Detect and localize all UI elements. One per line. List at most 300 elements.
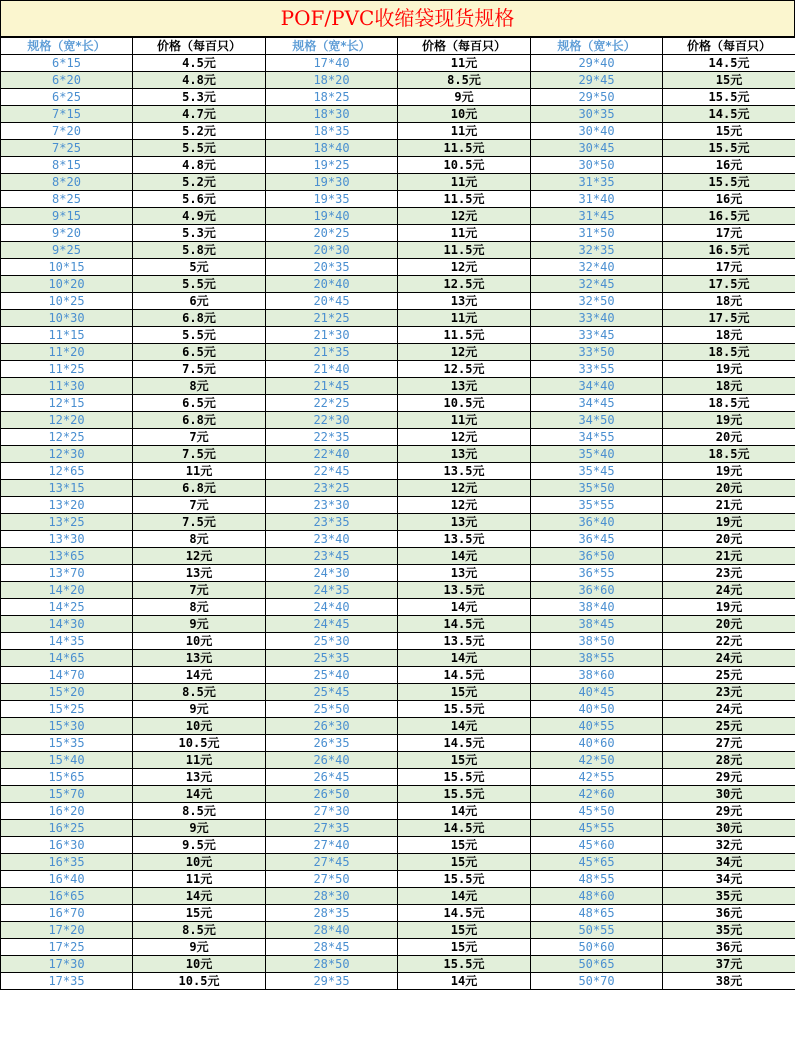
spec-cell: 12*65 [1,463,133,480]
spec-cell: 31*45 [531,208,663,225]
spec-cell: 23*30 [266,497,398,514]
spec-cell: 10*30 [1,310,133,327]
price-cell: 7.5元 [133,361,266,378]
spec-cell: 21*40 [266,361,398,378]
price-cell: 10.5元 [133,973,266,990]
spec-cell: 20*35 [266,259,398,276]
table-row [1,718,795,735]
spec-cell: 30*35 [531,106,663,123]
price-cell: 10.5元 [133,735,266,752]
spec-cell: 31*50 [531,225,663,242]
price-cell: 12元 [398,344,531,361]
table-row [1,140,795,157]
price-cell: 15.5元 [398,871,531,888]
price-cell: 24元 [663,650,795,667]
price-cell: 8.5元 [398,72,531,89]
price-cell: 13元 [133,769,266,786]
spec-cell: 14*70 [1,667,133,684]
spec-cell: 28*50 [266,956,398,973]
spec-cell: 16*40 [1,871,133,888]
price-cell: 15元 [398,939,531,956]
table-row [1,259,795,276]
table-row [1,888,795,905]
table-row [1,497,795,514]
table-row [1,55,795,72]
price-cell: 11元 [133,871,266,888]
spec-cell: 16*30 [1,837,133,854]
spec-cell: 33*40 [531,310,663,327]
spec-cell: 25*30 [266,633,398,650]
price-cell: 12.5元 [398,276,531,293]
price-cell: 7元 [133,497,266,514]
spec-cell: 30*50 [531,157,663,174]
price-cell: 15.5元 [398,786,531,803]
price-cell: 19元 [663,412,795,429]
price-cell: 13元 [398,565,531,582]
table-row [1,667,795,684]
spec-cell: 15*70 [1,786,133,803]
price-cell: 8.5元 [133,922,266,939]
spec-cell: 33*55 [531,361,663,378]
spec-header: 规格（宽*长） [1,38,133,55]
price-cell: 15.5元 [663,89,795,106]
spec-cell: 14*20 [1,582,133,599]
spec-cell: 27*35 [266,820,398,837]
price-cell: 7.5元 [133,514,266,531]
spec-cell: 13*30 [1,531,133,548]
table-row [1,701,795,718]
table-row [1,157,795,174]
spec-cell: 32*40 [531,259,663,276]
spec-cell: 17*20 [1,922,133,939]
price-cell: 25元 [663,718,795,735]
spec-cell: 10*15 [1,259,133,276]
table-body [1,55,795,990]
price-cell: 14元 [398,599,531,616]
price-cell: 5.2元 [133,174,266,191]
price-cell: 29元 [663,769,795,786]
table-row [1,871,795,888]
spec-cell: 15*65 [1,769,133,786]
table-row [1,633,795,650]
price-cell: 27元 [663,735,795,752]
spec-cell: 27*40 [266,837,398,854]
price-cell: 17.5元 [663,276,795,293]
table-row [1,616,795,633]
table-row [1,480,795,497]
spec-cell: 25*35 [266,650,398,667]
price-cell: 15元 [133,905,266,922]
price-cell: 25元 [663,667,795,684]
price-cell: 18.5元 [663,344,795,361]
spec-cell: 36*45 [531,531,663,548]
price-cell: 38元 [663,973,795,990]
price-cell: 24元 [663,582,795,599]
price-cell: 15.5元 [663,174,795,191]
spec-cell: 10*25 [1,293,133,310]
spec-cell: 42*60 [531,786,663,803]
price-cell: 13元 [398,293,531,310]
price-cell: 20元 [663,531,795,548]
spec-header: 规格（宽*长） [266,38,398,55]
spec-cell: 21*25 [266,310,398,327]
price-header: 价格（每百只） [133,38,266,55]
spec-cell: 12*15 [1,395,133,412]
header-row [1,38,795,55]
spec-cell: 18*35 [266,123,398,140]
price-cell: 23元 [663,684,795,701]
spec-cell: 28*45 [266,939,398,956]
spec-cell: 22*35 [266,429,398,446]
table-row [1,412,795,429]
price-cell: 30元 [663,786,795,803]
price-cell: 13元 [133,650,266,667]
price-cell: 13.5元 [398,633,531,650]
spec-cell: 32*45 [531,276,663,293]
price-cell: 9元 [133,939,266,956]
price-cell: 30元 [663,820,795,837]
price-cell: 6.8元 [133,310,266,327]
spec-cell: 11*20 [1,344,133,361]
price-cell: 16.5元 [663,208,795,225]
price-cell: 7.5元 [133,446,266,463]
spec-cell: 18*40 [266,140,398,157]
spec-cell: 26*30 [266,718,398,735]
table-row [1,174,795,191]
table-row [1,123,795,140]
price-cell: 15元 [398,922,531,939]
spec-cell: 30*45 [531,140,663,157]
spec-cell: 29*50 [531,89,663,106]
price-cell: 15.5元 [398,701,531,718]
price-cell: 37元 [663,956,795,973]
spec-cell: 17*30 [1,956,133,973]
table-row [1,463,795,480]
price-cell: 11.5元 [398,191,531,208]
price-cell: 15元 [663,72,795,89]
spec-cell: 42*50 [531,752,663,769]
price-cell: 6.5元 [133,395,266,412]
table-row [1,548,795,565]
spec-cell: 34*55 [531,429,663,446]
spec-cell: 50*70 [531,973,663,990]
spec-cell: 33*45 [531,327,663,344]
table-row [1,395,795,412]
spec-cell: 12*30 [1,446,133,463]
spec-cell: 22*30 [266,412,398,429]
table-row [1,905,795,922]
price-cell: 14.5元 [398,820,531,837]
table-row [1,582,795,599]
price-cell: 13.5元 [398,582,531,599]
price-cell: 11元 [398,225,531,242]
spec-cell: 10*20 [1,276,133,293]
spec-cell: 24*30 [266,565,398,582]
table-row [1,361,795,378]
spec-cell: 13*20 [1,497,133,514]
price-cell: 7元 [133,429,266,446]
spec-cell: 21*35 [266,344,398,361]
price-cell: 36元 [663,939,795,956]
spec-cell: 25*50 [266,701,398,718]
table-row [1,752,795,769]
price-cell: 11元 [398,174,531,191]
price-cell: 5元 [133,259,266,276]
price-cell: 18元 [663,293,795,310]
spec-cell: 48*60 [531,888,663,905]
price-cell: 12.5元 [398,361,531,378]
spec-cell: 19*35 [266,191,398,208]
spec-cell: 35*50 [531,480,663,497]
price-cell: 13元 [398,514,531,531]
spec-cell: 7*15 [1,106,133,123]
spec-cell: 6*25 [1,89,133,106]
price-cell: 10.5元 [398,395,531,412]
spec-cell: 20*25 [266,225,398,242]
spec-cell: 26*40 [266,752,398,769]
spec-cell: 38*50 [531,633,663,650]
spec-cell: 18*20 [266,72,398,89]
price-cell: 15元 [398,752,531,769]
table-row [1,446,795,463]
spec-cell: 40*50 [531,701,663,718]
spec-cell: 8*15 [1,157,133,174]
spec-cell: 38*60 [531,667,663,684]
price-cell: 9元 [133,820,266,837]
price-cell: 18.5元 [663,395,795,412]
price-header: 价格（每百只） [398,38,531,55]
spec-cell: 22*45 [266,463,398,480]
spec-cell: 42*55 [531,769,663,786]
table-row [1,378,795,395]
price-cell: 14.5元 [663,55,795,72]
price-cell: 19元 [663,361,795,378]
price-cell: 8.5元 [133,684,266,701]
table-row [1,769,795,786]
price-cell: 4.5元 [133,55,266,72]
price-cell: 11元 [398,412,531,429]
spec-cell: 12*20 [1,412,133,429]
spec-cell: 19*30 [266,174,398,191]
price-cell: 15元 [663,123,795,140]
table-row [1,106,795,123]
table-row [1,191,795,208]
spec-cell: 21*30 [266,327,398,344]
price-cell: 9元 [398,89,531,106]
price-cell: 35元 [663,888,795,905]
spec-cell: 34*45 [531,395,663,412]
spec-cell: 14*35 [1,633,133,650]
price-cell: 10元 [398,106,531,123]
spec-cell: 33*50 [531,344,663,361]
spec-cell: 25*45 [266,684,398,701]
price-cell: 8.5元 [133,803,266,820]
price-cell: 11.5元 [398,242,531,259]
spec-header: 规格（宽*长） [531,38,663,55]
spec-cell: 45*60 [531,837,663,854]
spec-cell: 24*35 [266,582,398,599]
table-row [1,89,795,106]
price-cell: 5.5元 [133,140,266,157]
price-cell: 8元 [133,599,266,616]
spec-cell: 13*70 [1,565,133,582]
price-cell: 21元 [663,497,795,514]
price-cell: 19元 [663,514,795,531]
price-cell: 17元 [663,225,795,242]
spec-cell: 9*25 [1,242,133,259]
price-cell: 20元 [663,480,795,497]
price-cell: 7元 [133,582,266,599]
spec-cell: 32*35 [531,242,663,259]
price-cell: 15元 [398,684,531,701]
spec-cell: 21*45 [266,378,398,395]
price-cell: 14元 [398,650,531,667]
price-cell: 9元 [133,701,266,718]
spec-cell: 14*30 [1,616,133,633]
table-row [1,837,795,854]
spec-cell: 48*55 [531,871,663,888]
spec-cell: 11*30 [1,378,133,395]
table-row [1,225,795,242]
price-cell: 11元 [398,310,531,327]
price-cell: 13元 [398,446,531,463]
table-row [1,973,795,990]
spec-cell: 16*65 [1,888,133,905]
price-cell: 14元 [398,548,531,565]
spec-cell: 35*55 [531,497,663,514]
price-cell: 20元 [663,616,795,633]
spec-cell: 45*65 [531,854,663,871]
price-cell: 15元 [398,837,531,854]
spec-cell: 15*30 [1,718,133,735]
spec-cell: 31*35 [531,174,663,191]
spec-cell: 22*40 [266,446,398,463]
price-cell: 11.5元 [398,140,531,157]
price-cell: 4.7元 [133,106,266,123]
spec-cell: 25*40 [266,667,398,684]
spec-cell: 18*30 [266,106,398,123]
table-row [1,684,795,701]
spec-cell: 36*60 [531,582,663,599]
spec-cell: 20*40 [266,276,398,293]
spec-cell: 23*25 [266,480,398,497]
spec-cell: 14*25 [1,599,133,616]
table-row [1,565,795,582]
spec-cell: 18*25 [266,89,398,106]
spec-cell: 29*40 [531,55,663,72]
price-cell: 6元 [133,293,266,310]
spec-cell: 16*25 [1,820,133,837]
price-cell: 8元 [133,531,266,548]
spec-cell: 36*55 [531,565,663,582]
spec-cell: 32*50 [531,293,663,310]
price-cell: 14元 [398,973,531,990]
spec-cell: 38*55 [531,650,663,667]
table-row [1,327,795,344]
price-cell: 5.8元 [133,242,266,259]
spec-cell: 38*45 [531,616,663,633]
table-row [1,735,795,752]
spec-cell: 45*55 [531,820,663,837]
spec-cell: 23*40 [266,531,398,548]
price-cell: 4.8元 [133,72,266,89]
spec-cell: 9*20 [1,225,133,242]
price-cell: 18元 [663,327,795,344]
price-cell: 10元 [133,633,266,650]
price-cell: 12元 [398,259,531,276]
price-cell: 12元 [398,208,531,225]
spec-cell: 20*30 [266,242,398,259]
price-cell: 15.5元 [398,956,531,973]
spec-cell: 27*30 [266,803,398,820]
table-row [1,922,795,939]
spec-cell: 11*25 [1,361,133,378]
price-cell: 20元 [663,429,795,446]
price-cell: 8元 [133,378,266,395]
price-cell: 15.5元 [663,140,795,157]
table-row [1,531,795,548]
price-cell: 14元 [398,803,531,820]
price-cell: 14元 [133,667,266,684]
price-cell: 32元 [663,837,795,854]
price-cell: 12元 [398,480,531,497]
spec-cell: 20*45 [266,293,398,310]
table-row [1,242,795,259]
spec-cell: 36*50 [531,548,663,565]
price-cell: 16元 [663,191,795,208]
price-cell: 14元 [133,888,266,905]
spec-cell: 40*55 [531,718,663,735]
price-cell: 36元 [663,905,795,922]
price-cell: 10元 [133,854,266,871]
price-cell: 11元 [133,752,266,769]
spec-cell: 13*15 [1,480,133,497]
sheet-title: POF/PVC收缩袋现货规格 [0,0,795,37]
price-cell: 35元 [663,922,795,939]
spec-cell: 27*45 [266,854,398,871]
spec-cell: 26*50 [266,786,398,803]
table-row [1,310,795,327]
table-row [1,854,795,871]
spec-cell: 19*40 [266,208,398,225]
spec-cell: 6*20 [1,72,133,89]
spec-cell: 11*15 [1,327,133,344]
spec-cell: 35*45 [531,463,663,480]
spec-cell: 8*25 [1,191,133,208]
spec-cell: 16*70 [1,905,133,922]
spec-cell: 13*65 [1,548,133,565]
spec-cell: 50*65 [531,956,663,973]
spec-cell: 6*15 [1,55,133,72]
price-cell: 11元 [398,55,531,72]
price-cell: 19元 [663,599,795,616]
price-cell: 17.5元 [663,310,795,327]
price-cell: 12元 [133,548,266,565]
spec-cell: 45*50 [531,803,663,820]
price-cell: 5.3元 [133,225,266,242]
price-cell: 14元 [398,718,531,735]
price-cell: 10元 [133,718,266,735]
table-row [1,650,795,667]
price-cell: 11.5元 [398,327,531,344]
table-row [1,939,795,956]
price-cell: 16元 [663,157,795,174]
spec-cell: 13*25 [1,514,133,531]
price-cell: 15元 [398,854,531,871]
price-cell: 14.5元 [398,667,531,684]
table-row [1,276,795,293]
table-row [1,820,795,837]
